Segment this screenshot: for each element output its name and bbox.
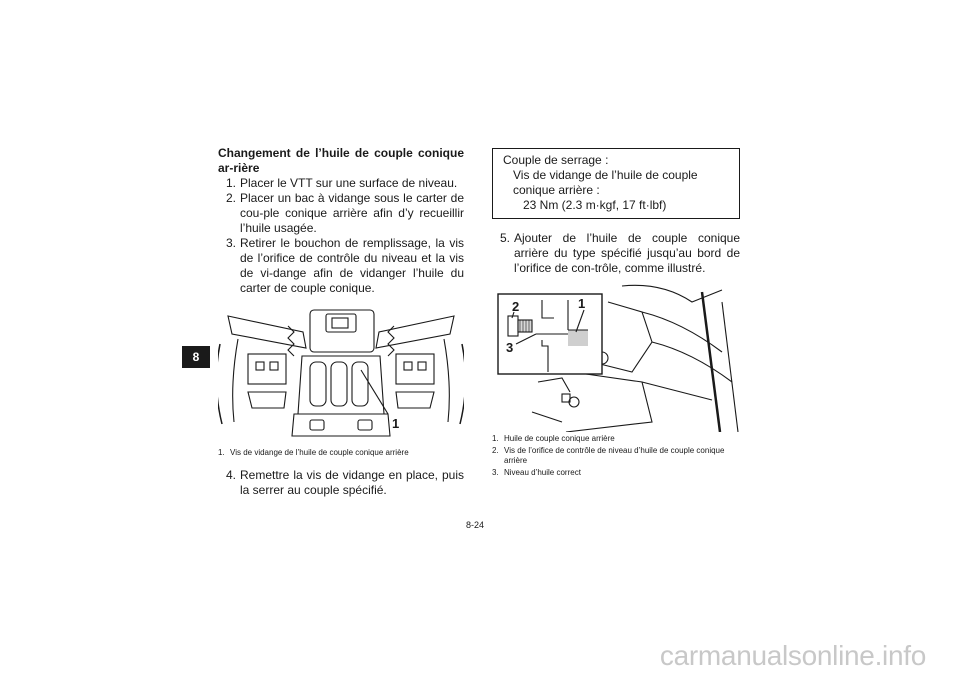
spec-title: Couple de serrage : [503, 153, 609, 167]
step-4: 4. Remettre la vis de vidange en place, puis la serrer au couple spécifié. [225, 468, 464, 497]
caption-2: 2. Vis de l’orifice de contrôle de niveau d’huile de couple conique arrière [492, 446, 725, 465]
left-column [218, 146, 464, 498]
step-1: 1. Placer le VTT sur une surface de niveau. [225, 176, 458, 190]
oil-level-figure [492, 282, 740, 432]
figure-callout-2: 2 [512, 299, 520, 314]
watermark: carmanualsonline.info [659, 640, 926, 671]
step-3: 3. Retirer le bouchon de remplissage, la vis de l’orifice de contrôle du niveau et la vis de vi-dange afin de vidanger l’huile du carter de couple conique. [225, 236, 464, 295]
step-2: 2. Placer un bac à vidange sous le carter de cou-ple conique arrière afin d’y recueillir l’huile usagée. [225, 191, 464, 235]
step-5: 5. Ajouter de l’huile de couple conique arrière du type spécifié jusqu’au bord de l’orifice de con-trôle, comme illustré. [499, 231, 740, 275]
figure-callout-1: 1 [578, 296, 586, 311]
drain-bolt-figure [218, 304, 464, 446]
figure-callout-1: 1 [392, 416, 400, 431]
chapter-tab: 8 [182, 346, 210, 368]
section-heading: Changement de l’huile de couple conique ar-rière [218, 146, 464, 175]
oil-level-illustration [492, 282, 740, 432]
page-number: 8-24 [466, 520, 485, 530]
torque-spec-box [492, 148, 740, 219]
right-column [492, 148, 740, 478]
caption-3: 3. Niveau d’huile correct [492, 468, 581, 477]
drain-bolt-illustration [218, 304, 464, 446]
figure-callout-3: 3 [506, 340, 514, 355]
figure-caption: 1. Vis de vidange de l’huile de couple conique arrière [218, 448, 409, 457]
spec-value: 23 Nm (2.3 m·kgf, 17 ft·lbf) [523, 198, 667, 212]
caption-1: 1. Huile de couple conique arrière [492, 434, 615, 443]
spec-item: Vis de vidange de l’huile de couple conique arrière : [513, 168, 698, 197]
